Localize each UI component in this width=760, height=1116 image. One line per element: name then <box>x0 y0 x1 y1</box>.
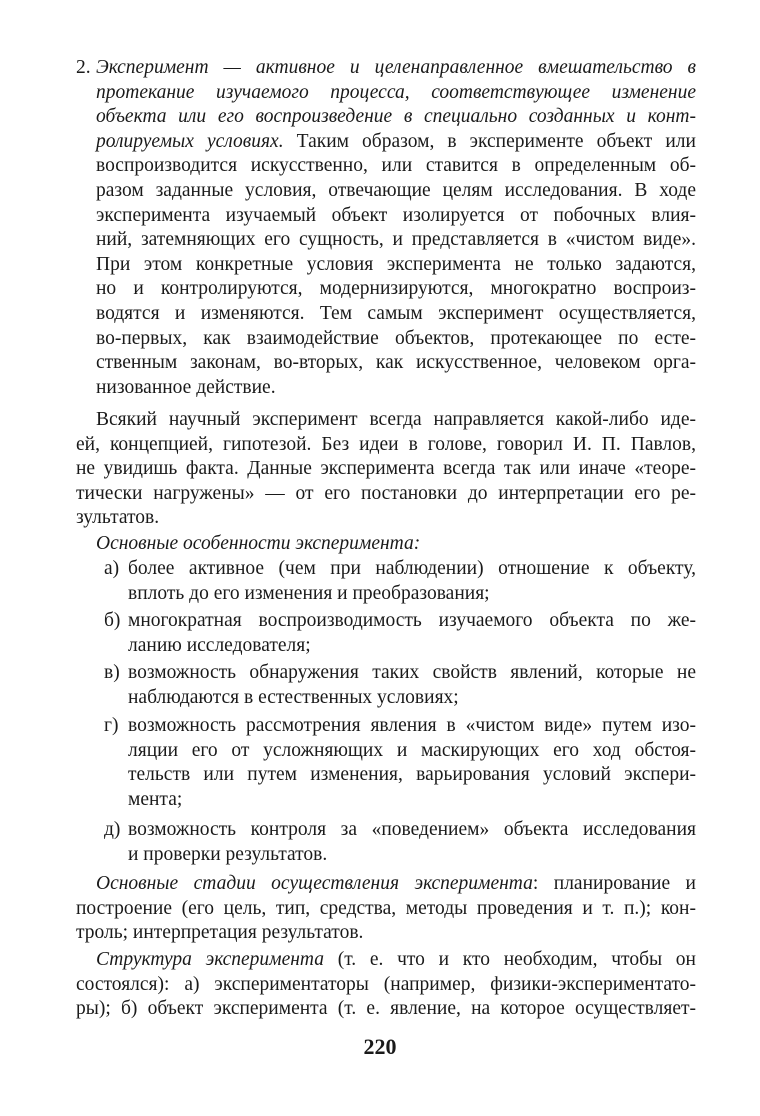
page-number: 220 <box>363 1034 397 1059</box>
body-line: низованное действие. <box>96 376 276 398</box>
stages-first-line-rest: : планирование и <box>532 873 696 894</box>
list-item-line: ляции его от усложняющих и маскирующих его ход обстоя- <box>128 739 696 761</box>
list-item <box>128 818 696 867</box>
body-line: воспроизводится искусственно, или ставится в определенным об- <box>96 155 696 177</box>
paragraph-line: ей, концепцией, гипотезой. Без идеи в голове, говорил И. П. Павлов, <box>76 433 696 455</box>
list-item-line: мента; <box>128 788 183 810</box>
list-item-line: многократная воспроизводимость изучаемого объекта по же- <box>128 610 696 631</box>
paragraph-line: построение (его цель, тип, средства, методы проведения и т. п.); кон- <box>76 897 696 919</box>
stages-first-line <box>76 872 696 897</box>
idea-paragraph <box>76 408 696 531</box>
list-item-line: наблюдаются в естественных условиях; <box>128 686 459 708</box>
structure-first-line <box>76 948 696 973</box>
list-item-line: более активное (чем при наблюдении) отношение к объекту, <box>128 558 696 579</box>
list-item-line: ланию исследователя; <box>128 634 311 656</box>
list-item-letter: в) <box>104 662 120 683</box>
definition-line-regular: Таким образом, в эксперименте объект или <box>283 130 696 152</box>
paragraph-line: Всякий научный эксперимент всегда направляется какой-либо иде- <box>96 409 696 430</box>
definition-line-italic: ролируемых условиях. <box>96 130 284 152</box>
list-item <box>128 714 696 812</box>
list-item-letter: б) <box>104 610 121 631</box>
paragraph-line: не увидишь факта. Данные эксперимента всегда так или иначе «теоре- <box>76 458 696 480</box>
body-line: При этом конкретные условия эксперимента не только задаются, <box>96 253 696 275</box>
body-line: ний, затемняющих его сущность, и представляется в «чистом виде». <box>96 229 696 251</box>
list-item-letter: а) <box>104 558 120 579</box>
list-item <box>128 661 696 710</box>
list-item-line: и проверки результатов. <box>128 843 328 865</box>
stages-heading: Основные стадии осуществления эксперимента <box>96 873 533 894</box>
list-item <box>128 609 696 658</box>
list-item-line: возможность контроля за «поведением» объекта исследования <box>128 819 696 840</box>
list-item-letter: г) <box>104 715 119 736</box>
body-line: водятся и изменяются. Тем самым эксперимент осуществляется, <box>96 302 696 324</box>
definition-line: Эксперимент — активное и целенаправленное вмешательство в <box>96 57 696 78</box>
body-line: ственным законам, во-вторых, как искусственное, человеком орга- <box>96 352 696 374</box>
paragraph-line: троль; интерпретация результатов. <box>76 922 364 944</box>
structure-heading: Структура эксперимента <box>96 949 324 970</box>
list-item-letter: д) <box>104 819 121 840</box>
structure-first-line-rest: (т. е. что и кто необходим, чтобы он <box>323 949 696 970</box>
definition-line-mixed <box>96 130 696 155</box>
paragraph-line: зультатов. <box>76 507 160 529</box>
features-heading <box>96 532 696 557</box>
paragraph-line: ры); б) объект эксперимента (т. е. явление, на которое осуществляет- <box>76 998 696 1020</box>
definition-line: объекта или его воспроизведение в специально созданных и конт- <box>96 106 696 128</box>
list-item <box>128 557 696 606</box>
body-line: но и контролируются, модернизируются, многократно воспроиз- <box>96 278 696 300</box>
body-line: во-первых, как взаимодействие объектов, протекающее по есте- <box>96 327 696 349</box>
list-item-line: возможность рассмотрения явления в «чистом виде» путем изо- <box>128 715 696 736</box>
structure-paragraph <box>76 948 696 1022</box>
features-heading-text: Основные особенности эксперимента: <box>96 533 421 554</box>
body-line: эксперимента изучаемый объект изолируется от побочных влия- <box>96 204 696 226</box>
item-number: 2. <box>76 57 91 78</box>
stages-paragraph <box>76 872 696 946</box>
list-item-line: возможность обнаружения таких свойств явлений, которые не <box>128 662 696 683</box>
paragraph-line: тически нагружены» — от его постановки до интерпретации его ре- <box>76 482 696 504</box>
experiment-definition-paragraph <box>96 56 696 400</box>
definition-line: протекание изучаемого процесса, соответствующее изменение <box>96 81 696 103</box>
list-item-line: тельств или путем изменения, варьирования условий экспери- <box>128 764 696 786</box>
list-item-line: вплоть до его изменения и преобразования; <box>128 582 490 604</box>
body-line: разом заданные условия, отвечающие целям исследования. В ходе <box>96 179 696 201</box>
paragraph-line: состоялся): а) экспериментаторы (например, физики-экспериментато- <box>76 973 696 995</box>
